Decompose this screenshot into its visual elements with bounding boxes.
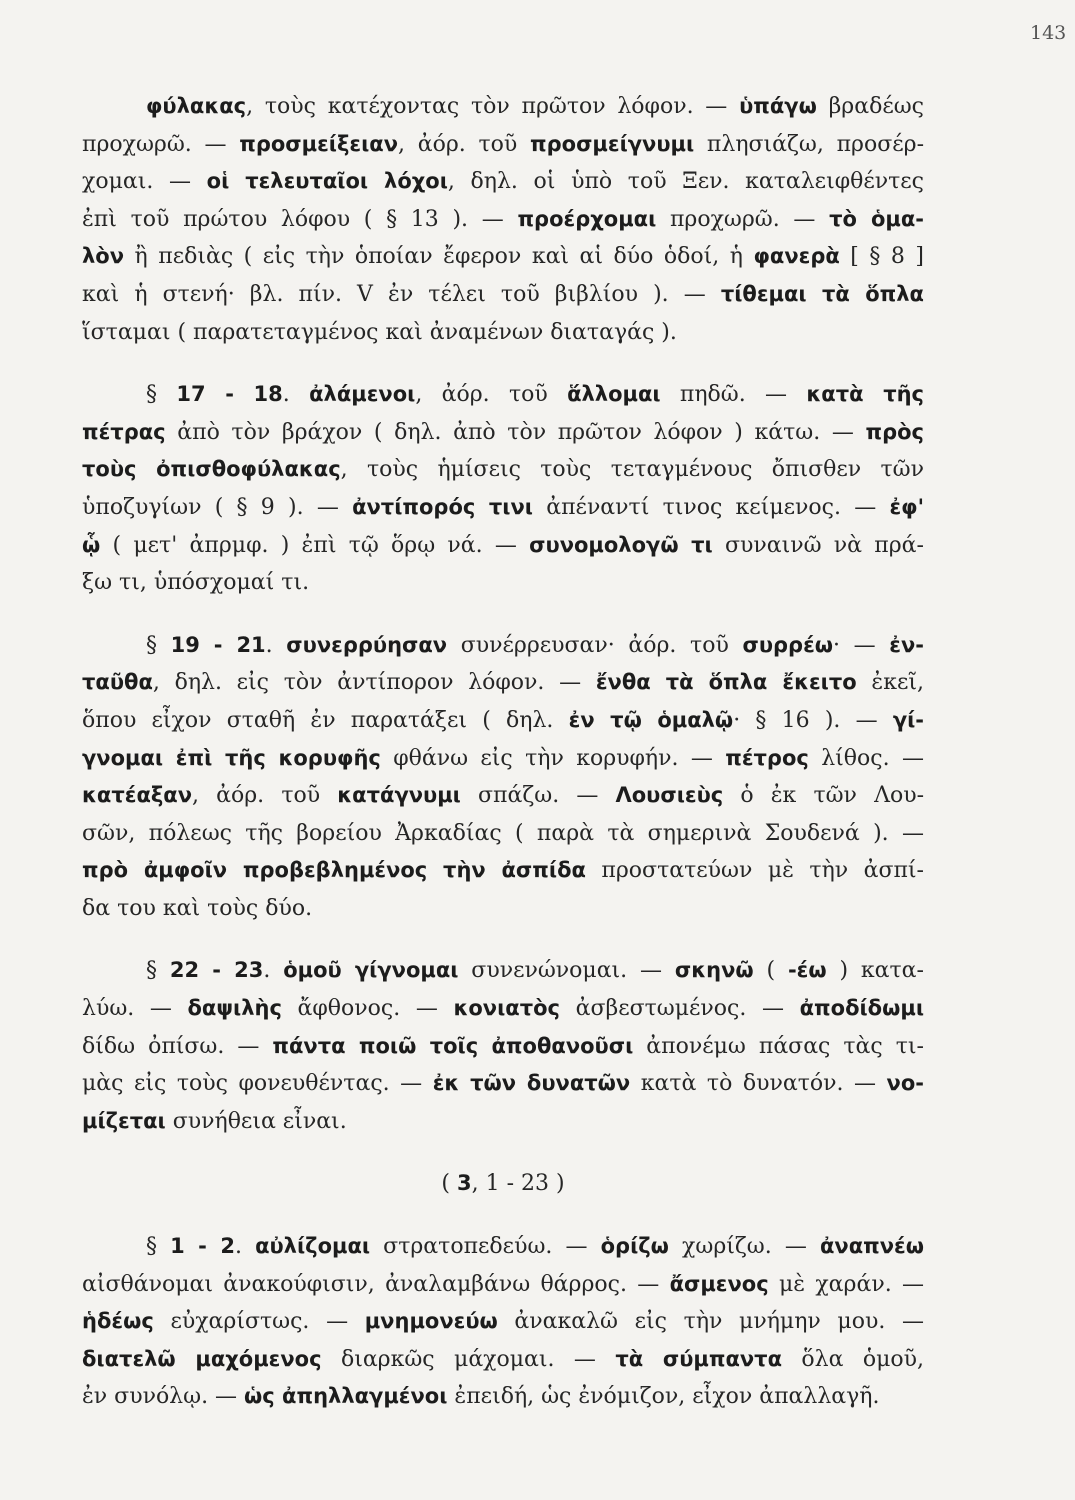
gloss: ἐπὶ τοῦ πρώτου λόφου ( § 13 ). — xyxy=(82,206,518,232)
lemma: προσμείγνυμι xyxy=(530,131,695,156)
text-line xyxy=(82,1228,924,1266)
lemma: φανερὰ xyxy=(753,244,840,269)
gloss: ἵσταμαι ( παρατεταγμένος καὶ ἀναμένων διαταγάς ). xyxy=(82,319,677,345)
gloss: σπάζω. — xyxy=(460,783,616,809)
text-line xyxy=(82,414,924,452)
lemma: φύλακας xyxy=(146,94,247,118)
lemma: ἐφ' xyxy=(889,494,924,519)
text-line xyxy=(82,664,924,702)
lemma: πάντα ποιῶ τοῖς ἀποθανοῦσι xyxy=(272,1033,634,1058)
lemma: ὡς ἀπηλλαγμένοι xyxy=(244,1384,448,1409)
text-line xyxy=(82,201,924,239)
gloss: ἀπὸ τὸν βράχον ( δηλ. ἀπὸ τὸν πρῶτον λόφον ) κάτω. — xyxy=(165,419,866,445)
lemma: ἀντίπορός τινι xyxy=(352,494,533,519)
gloss: αἰσθάνομαι ἀνακούφισιν, ἀναλαμβάνω θάρρος. — xyxy=(82,1271,670,1297)
gloss: κατὰ τὸ δυνατόν. — xyxy=(630,1071,887,1097)
gloss: , ἀόρ. τοῦ xyxy=(415,382,568,408)
gloss: · § 16 ). — xyxy=(733,707,893,733)
text-line xyxy=(82,777,924,815)
lemma: διατελῶ μαχόμενος xyxy=(82,1346,322,1371)
gloss: λίθος. — xyxy=(808,745,924,771)
text-line xyxy=(82,1103,924,1141)
gloss: , τοὺς ἡμίσεις τοὺς τεταγμένους ὄπισθεν τῶν xyxy=(340,457,924,483)
gloss: ἐν συνόλῳ. — xyxy=(82,1384,245,1410)
gloss: χομαι. — xyxy=(82,169,207,195)
lemma: ἀλάμενοι xyxy=(309,382,416,407)
text-line xyxy=(82,990,924,1028)
lemma: σκηνῶ xyxy=(674,958,754,983)
text-line xyxy=(82,702,924,740)
text-line xyxy=(82,1028,924,1066)
gloss: , δηλ. οἱ ὑπὸ τοῦ Ξεν. καταλειφθέντες xyxy=(447,169,925,195)
gloss: ) κατα- xyxy=(826,958,924,984)
lemma: 1 - 2 xyxy=(170,1234,235,1259)
text-line xyxy=(82,276,924,314)
text-line xyxy=(82,238,924,276)
paragraph-gap xyxy=(82,351,924,376)
lemma: πέτρος xyxy=(725,745,809,770)
lemma: ἅλλομαι xyxy=(567,382,661,407)
lemma: λὸν xyxy=(82,244,125,269)
gloss: ἀνακαλῶ εἰς τὴν μνήμην μου. — xyxy=(497,1309,924,1335)
gloss: βραδέως xyxy=(816,94,925,119)
gloss: δίδω ὀπίσω. — xyxy=(82,1033,273,1059)
gloss: συνήθεια εἶναι. xyxy=(165,1108,347,1134)
gloss: § xyxy=(146,632,171,658)
gloss: συναινῶ νὰ πρά- xyxy=(712,532,924,558)
text-line xyxy=(82,489,924,527)
gloss: ἐκεῖ, xyxy=(856,670,924,696)
lemma: ἄσμενος xyxy=(669,1271,769,1296)
gloss: προχωρῶ. — xyxy=(656,206,830,232)
page-number: 143 xyxy=(1030,22,1067,44)
gloss: συνέρρευσαν· ἀόρ. τοῦ xyxy=(447,632,743,658)
gloss: ( xyxy=(753,958,788,984)
gloss: δα του καὶ τοὺς δύο. xyxy=(82,895,313,921)
lemma: μίζεται xyxy=(82,1108,166,1133)
gloss: § xyxy=(146,958,170,984)
lemma: γνομαι ἐπὶ τῆς κορυφῆς xyxy=(82,745,381,770)
gloss: σῶν, πόλεως τῆς βορείου Ἀρκαδίας ( παρὰ τὰ σημερινὰ Σουδενά ). — xyxy=(82,820,924,846)
gloss: φθάνω εἰς τὴν κορυφήν. — xyxy=(380,745,726,771)
gloss: ὑποζυγίων ( § 9 ). — xyxy=(82,494,353,520)
gloss: ξω τι, ὑπόσχομαί τι. xyxy=(82,570,310,596)
lemma: 17 - 18 xyxy=(176,382,283,407)
gloss: προστατεύων μὲ τὴν ἀσπί- xyxy=(585,858,924,884)
gloss: ἀπέναντί τινος κείμενος. — xyxy=(532,494,890,520)
lemma: νο- xyxy=(886,1071,924,1096)
gloss: § xyxy=(146,1234,171,1260)
lemma: πρὸς xyxy=(865,419,924,444)
text-line xyxy=(82,126,924,164)
gloss: . xyxy=(265,632,287,658)
lemma: ἐκ τῶν δυνατῶν xyxy=(432,1071,631,1096)
gloss: , ἀόρ. τοῦ xyxy=(398,131,530,157)
lemma: μνημονεύω xyxy=(364,1309,498,1334)
lemma: πρὸ ἀμφοῖν προβεβλημένος τὴν ἀσπίδα xyxy=(82,858,586,883)
gloss: εὐχαρίστως. — xyxy=(153,1309,365,1335)
gloss: § xyxy=(146,382,177,408)
lemma: ἐν τῷ ὁμαλῷ xyxy=(568,707,734,732)
lemma: 19 - 21 xyxy=(170,632,266,657)
gloss: ἀπονέμω πάσας τὰς τι- xyxy=(633,1033,924,1059)
lemma: γί- xyxy=(892,707,925,732)
lemma: ἐν- xyxy=(889,632,924,657)
gloss: . xyxy=(282,382,310,408)
lemma: 3 xyxy=(456,1171,472,1196)
lemma: συνερρύησαν xyxy=(286,632,448,657)
text-line xyxy=(82,815,924,853)
text-line xyxy=(82,852,924,890)
lemma: οἱ τελευταῖοι λόχοι xyxy=(206,169,448,194)
text-line xyxy=(82,740,924,778)
paragraph-gap xyxy=(82,602,924,627)
text-line xyxy=(82,1303,924,1341)
lemma: κατὰ τῆς xyxy=(806,382,924,407)
text-line xyxy=(82,564,924,602)
gloss: προχωρῶ. — xyxy=(82,131,240,157)
text-line xyxy=(82,627,924,665)
lemma: συνομολογῶ τι xyxy=(529,532,713,557)
gloss: ( μετ' ἀπρμφ. ) ἐπὶ τῷ ὅρῳ νά. — xyxy=(100,532,530,558)
lemma: προέρχομαι xyxy=(517,206,657,231)
paragraph-gap xyxy=(82,927,924,952)
gloss: καὶ ἡ στενή· βλ. πίν. V ἐν τέλει τοῦ βιβλίου ). — xyxy=(82,281,721,307)
gloss: · — xyxy=(833,632,890,658)
text-line xyxy=(82,314,924,352)
gloss: μὲ χαράν. — xyxy=(768,1271,924,1297)
lemma: κατέαξαν xyxy=(82,783,193,808)
lemma: πέτρας xyxy=(82,419,166,444)
gloss: διαρκῶς μάχομαι. — xyxy=(321,1346,616,1372)
gloss: συνενώνομαι. — xyxy=(458,958,675,984)
lemma: ταῦθα xyxy=(82,670,153,695)
lemma: τοὺς ὀπισθοφύλακας xyxy=(82,457,341,482)
lemma: τὰ σύμπαντα xyxy=(615,1346,783,1371)
text-line xyxy=(82,1378,924,1416)
lemma: ᾧ xyxy=(82,532,101,557)
text-line xyxy=(82,527,924,565)
commentary-text xyxy=(82,88,924,1416)
text-line xyxy=(82,163,924,201)
gloss: , τοὺς κατέχοντας τὸν πρῶτον λόφον. — xyxy=(246,94,740,119)
gloss: , δηλ. εἰς τὸν ἀντίπορον λόφον. — xyxy=(152,670,596,696)
lemma: ὁρίζω xyxy=(600,1234,669,1259)
lemma: ἀποδίδωμι xyxy=(799,996,924,1021)
section-heading xyxy=(82,1165,924,1203)
lemma: ἀναπνέω xyxy=(819,1234,924,1259)
gloss: ὁ ἐκ τῶν Λου- xyxy=(723,783,925,809)
text-line xyxy=(82,1341,924,1379)
lemma: τίθεμαι τὰ ὅπλα xyxy=(720,281,924,306)
text-line xyxy=(82,88,924,126)
paragraph-gap xyxy=(82,1140,924,1165)
lemma: κατάγνυμι xyxy=(337,783,461,808)
gloss: [ § 8 ] xyxy=(839,244,924,270)
text-line xyxy=(82,376,924,414)
lemma: ἔνθα τὰ ὅπλα ἔκειτο xyxy=(595,670,857,695)
gloss: ( xyxy=(441,1171,457,1197)
text-line xyxy=(82,1065,924,1103)
text-line xyxy=(82,890,924,928)
lemma: συρρέω xyxy=(742,632,834,657)
lemma: ὁμοῦ γίγνομαι xyxy=(283,958,459,983)
gloss: ὅλα ὁμοῦ, xyxy=(782,1346,924,1372)
gloss: ἄφθονος. — xyxy=(281,996,454,1022)
gloss: ἐπειδή, ὡς ἐνόμιζον, εἶχον ἀπαλλαγῆ. xyxy=(447,1384,880,1410)
text-line xyxy=(82,952,924,990)
gloss: χωρίζω. — xyxy=(668,1234,820,1260)
gloss: ἢ πεδιὰς ( εἰς τὴν ὁποίαν ἔφερον καὶ αἱ δύο ὁδοί, ἡ xyxy=(124,244,754,270)
gloss: , ἀόρ. τοῦ xyxy=(192,783,338,809)
paragraph-gap xyxy=(82,1203,924,1228)
lemma: Λουσιεὺς xyxy=(615,783,724,808)
gloss: . xyxy=(234,1234,256,1260)
gloss: ἀσβεστωμένος. — xyxy=(560,996,800,1022)
lemma: τὸ ὁμα- xyxy=(829,206,925,231)
gloss: , 1 - 23 ) xyxy=(471,1171,565,1197)
text-line xyxy=(82,451,924,489)
lemma: κονιατὸς xyxy=(453,996,560,1021)
gloss: λύω. — xyxy=(82,996,188,1022)
lemma: 22 - 23 xyxy=(169,958,264,983)
lemma: δαψιλὴς xyxy=(187,996,282,1021)
lemma: -έω xyxy=(787,958,827,983)
lemma: αὐλίζομαι xyxy=(255,1234,371,1259)
gloss: μὰς εἰς τοὺς φονευθέντας. — xyxy=(82,1071,433,1097)
lemma: ὑπάγω xyxy=(739,94,817,118)
gloss: πλησιάζω, προσέρ- xyxy=(694,131,924,157)
gloss: . xyxy=(263,958,284,984)
text-line xyxy=(82,1266,924,1304)
gloss: στρατοπεδεύω. — xyxy=(370,1234,601,1260)
gloss: πηδῶ. — xyxy=(660,382,807,408)
lemma: ἡδέως xyxy=(82,1309,154,1334)
lemma: προσμείξειαν xyxy=(239,131,398,156)
gloss: ὅπου εἶχον σταθῆ ἐν παρατάξει ( δηλ. xyxy=(82,707,569,733)
